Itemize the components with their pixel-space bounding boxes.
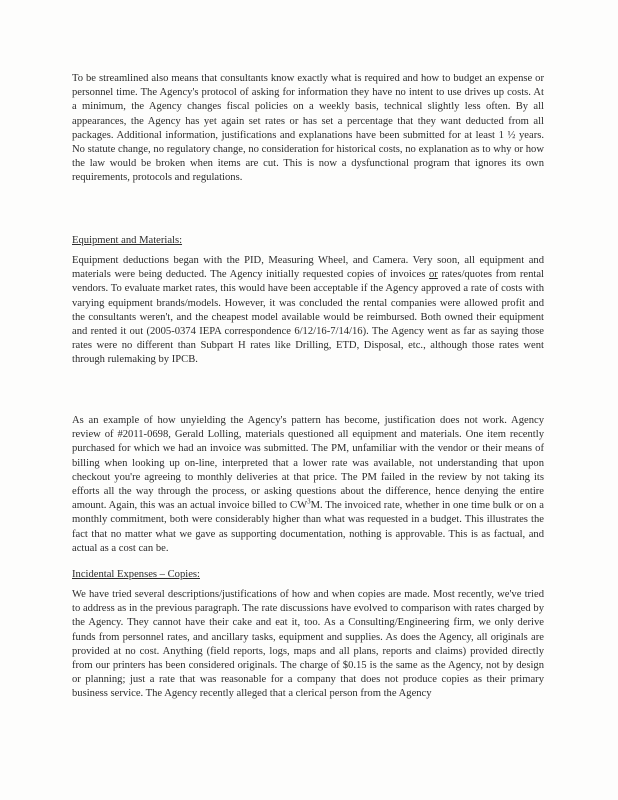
paragraph-equipment-deductions — [72, 254, 544, 368]
paragraph-unyielding-part1: As an example of how unyielding the Agency's pattern has become, justification does not work. Agency review of #2011-0698, Gerald Lolling, materials questioned all equipment and materials. One item recently purchased for which we had an invoice was submitted. The PM, unfamiliar with the vendor or their means of billing when looking up on-line, interpreted that a lower rate was available, not understanding that upon checkout you're agreeing to monthly deliveries at that price. The PM failed in the review by not taking its efforts all the way through the process, or asking questions about the difference, hence denying the entire amount. Again, this was an actual invoice billed to CW — [72, 415, 544, 512]
paragraph-unyielding-pattern — [72, 414, 544, 556]
heading-equipment-materials: Equipment and Materials: — [72, 235, 183, 246]
paragraph-equipment-part1: Equipment deductions began with the PID, Measuring Wheel, and Camera. Very soon, all equipment and materials were being deducted. The Agency initially requested copies of invoices — [72, 255, 544, 281]
paragraph-streamlined: To be streamlined also means that consultants know exactly what is required and how to budget an expense or personnel time. The Agency's protocol of asking for information they have no intent to use drives up costs. At a minimum, the Agency changes fiscal policies on a weekly basis, technical slightly less often. By all appearances, the Agency has yet again set rates or has set a percentage that they want deducted from all packages. Additional information, justifications and explanations have been submitted for at least 1 ½ years. No statute change, no regulatory change, no consideration for historical costs, no explanation as to why or how the law would be broken when items are cut. This is now a dysfunctional program that ignores its own requirements, protocols and regulations. — [72, 73, 544, 184]
paragraph-equipment-part2: rates/quotes from rental vendors. To evaluate market rates, this would have been acceptable if the Agency approved a rate of costs with varying equipment brands/models. However, it was concluded the rental companies were allowed profit and the consultants weren't, and the cheapest model available would be reimbursed. Both owned their equipment and rented it out (2005-0374 IEPA correspondence 6/12/16-7/14/16). The Agency went as far as saying those rates were no different than Subpart H rates like Drilling, ETD, Disposal, etc., although those rates went through rulemaking by IPCB. — [72, 269, 544, 366]
emphasis-or: or — [429, 269, 438, 281]
paragraph-copies: We have tried several descriptions/justifications of how and when copies are made. Most recently, we've tried to address as in the previous paragraph. The rate discussions have evolved to comparison with rates charged by the Agency. They cannot have their cake and eat it, too. As a Consulting/Engineering firm, we only derive funds from personnel rates, and ancillary tasks, equipment and supplies. As does the Agency, all originals are provided at no cost. Anything (field reports, logs, maps and all plans, reports and claims) provided directly from our printers has been considered originals. The charge of $0.15 is the same as the Agency, not by design or planning; just a rate that was reasonable for a company that does not produce copies as their primary business service. The Agency recently alleged that a clerical person from the Agency — [72, 589, 544, 700]
paragraph-unyielding-part2: M. The invoiced rate, whether in one time bulk or on a monthly commitment, both were considerably higher than what was requested in a budget. This illustrates the fact that no matter what we gave as supporting documentation, nothing is approvable. This is as factual, and actual as a cost can be. — [72, 500, 544, 554]
superscript-3: 3 — [307, 497, 311, 506]
heading-incidental-copies: Incidental Expenses – Copies: — [72, 569, 200, 580]
